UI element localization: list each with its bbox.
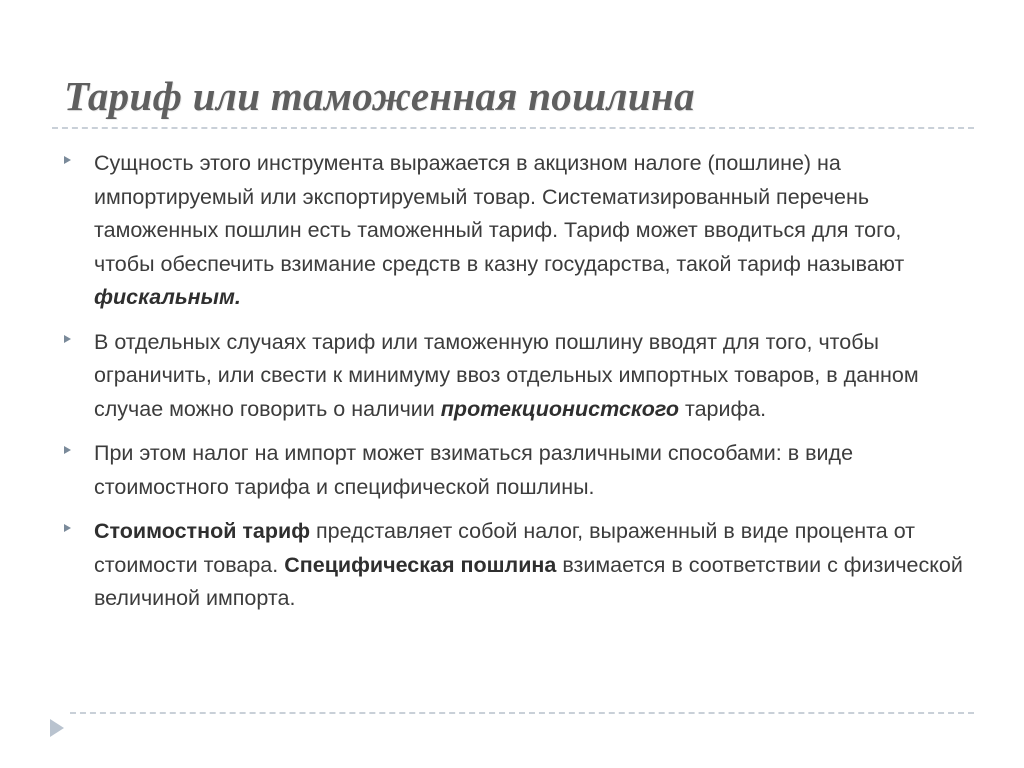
title-divider (52, 127, 974, 129)
triangle-bullet-icon (64, 335, 71, 343)
term-fiscal: фискальным. (94, 285, 241, 309)
bullet-text: представляет собой налог, выраженный в виде процента от стоимости товара. (94, 519, 916, 577)
triangle-bullet-icon (64, 156, 71, 164)
slide-title: Тариф или таможенная пошлина (64, 73, 695, 119)
triangle-bullet-icon (64, 524, 71, 532)
term-specific-duty: Специфическая пошлина (284, 552, 557, 577)
footer-divider (70, 712, 974, 714)
bullet-text: В отдельных случаях тариф или таможенную пошлину вводят для того, чтобы ограничить, или свести к минимуму ввоз отдельных импортных товаров, в данном случае можно говорить о наличии (94, 329, 919, 421)
triangle-bullet-icon (64, 446, 71, 454)
bullet-item (64, 147, 964, 315)
next-slide-arrow-icon[interactable] (50, 719, 64, 737)
bullet-item (64, 326, 964, 427)
bullet-text-end: взимается в соответствии с физической величиной импорта. (94, 552, 963, 610)
bullet-item (64, 515, 964, 616)
term-ad-valorem-tariff: Стоимостной тариф (94, 519, 311, 543)
term-protectionist: протекционистского (440, 396, 680, 421)
bullet-text-end: тарифа. (679, 396, 767, 421)
bullet-list (64, 147, 964, 627)
bullet-item (64, 437, 964, 504)
bullet-text: При этом налог на импорт может взиматься различными способами: в виде стоимостного тарифа и специфической пошлины. (94, 441, 854, 499)
bullet-text: Сущность этого инструмента выражается в акцизном налоге (пошлине) на импортируемый или экспортируемый товар. Систематизированный перечень таможенных пошлин есть таможенный тариф. Тариф может вводиться для того, чтобы обеспечить взимание средств в казну государства, такой тариф называют (94, 151, 905, 276)
